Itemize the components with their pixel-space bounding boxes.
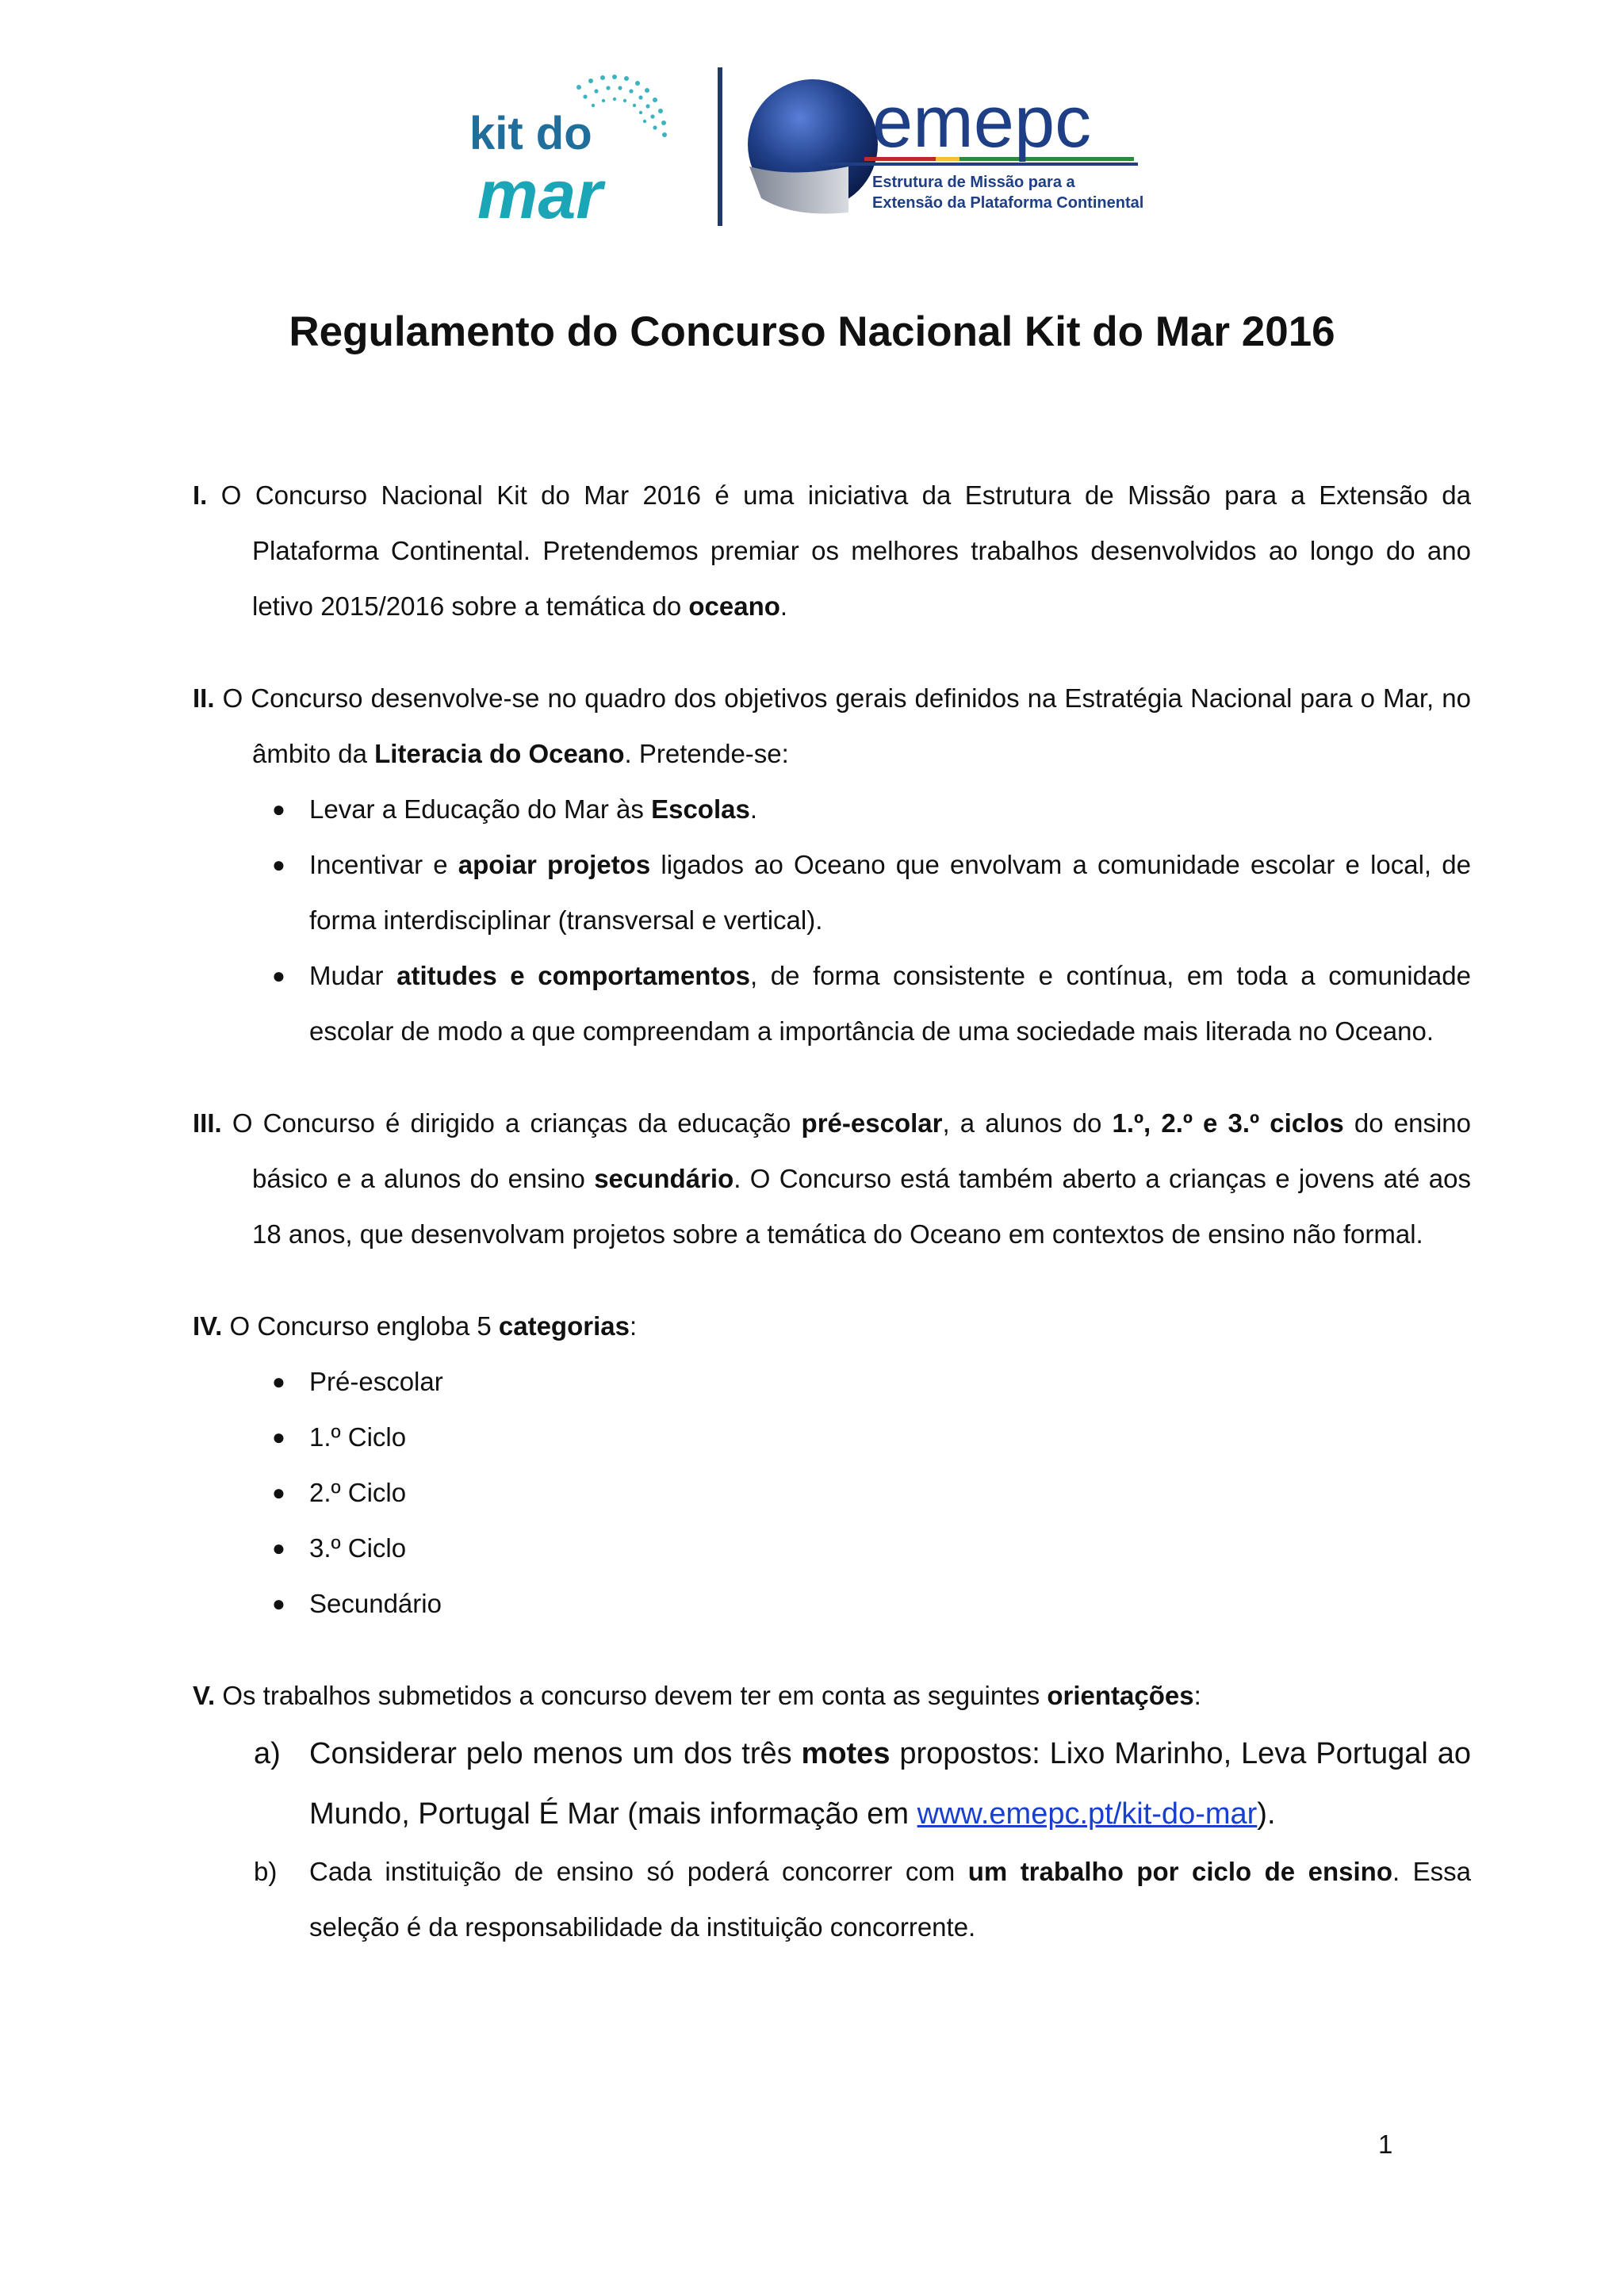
list-marker: a)	[254, 1737, 281, 1770]
text: :	[1193, 1681, 1201, 1710]
list-marker: b)	[254, 1857, 278, 1886]
bold-text: oceano	[688, 591, 780, 621]
section-i-text	[193, 468, 1471, 634]
bullet-icon: ●	[272, 1591, 285, 1616]
emepc-logo	[745, 71, 1158, 222]
text: O Concurso Nacional Kit do Mar 2016 é uma iniciativa da Estrutura de Missão para a Extensão da Plataforma Continental. Pretendemos premiar os melhores trabalhos desenvolvidos ao longo do ano letivo 2015/2016 sobre a temática do	[207, 480, 1471, 621]
bold-text: apoiar projetos	[458, 850, 651, 879]
category-label: 2.º Ciclo	[309, 1478, 407, 1507]
section-number: III.	[193, 1108, 222, 1138]
kit-do-mar-link[interactable]: www.emepc.pt/kit-do-mar	[917, 1797, 1258, 1831]
page-title: Regulamento do Concurso Nacional Kit do Mar 2016	[289, 308, 1335, 355]
bullet-icon: ●	[272, 1369, 285, 1394]
category-label: 1.º Ciclo	[309, 1422, 407, 1452]
section-ii-text	[193, 671, 1471, 782]
text: ligados ao Oceano que envolvam a comunidade escolar e local, de forma interdisciplinar (transversal e vertical).	[309, 850, 1471, 935]
text: Incentivar e	[309, 850, 458, 879]
text: . Essa seleção é da responsabilidade da instituição concorrente.	[309, 1857, 1472, 1942]
text: Considerar pelo menos um dos três	[309, 1737, 802, 1770]
bold-text: secundário	[594, 1164, 734, 1193]
bold-text: um trabalho por ciclo de ensino	[967, 1857, 1392, 1886]
text: :	[629, 1311, 638, 1341]
text: .	[749, 794, 758, 824]
list-item	[272, 1410, 1471, 1465]
text: propostos: Lixo Marinho, Leva Portugal ao Mundo, Portugal É Mar (mais informação em	[309, 1737, 1472, 1831]
text: , de forma consistente e contínua, em toda a comunidade escolar de modo a que compreendam a importância de uma sociedade mais literada no Oceano.	[309, 961, 1471, 1046]
section-i	[193, 468, 1471, 634]
section-number: II.	[193, 683, 215, 713]
categories-list	[193, 1354, 1471, 1632]
emepc-subtitle-line1: Estrutura de Missão para a	[872, 174, 1075, 191]
bold-text: pré-escolar	[801, 1108, 943, 1138]
text: , a alunos do	[942, 1108, 1113, 1138]
bold-text: motes	[801, 1737, 891, 1770]
section-iii	[193, 1096, 1471, 1262]
section-v-text	[193, 1668, 1471, 1724]
bullet-icon: ●	[272, 797, 285, 821]
list-item	[272, 1465, 1471, 1521]
bold-text: atitudes e comportamentos	[396, 961, 750, 990]
list-item	[272, 948, 1471, 1059]
bullet-icon: ●	[272, 963, 285, 988]
section-number: V.	[193, 1681, 216, 1710]
guidelines-list	[193, 1724, 1471, 1955]
text: O Concurso é dirigido a crianças da educação	[221, 1108, 802, 1138]
list-item	[254, 1724, 1472, 1844]
list-item	[272, 1521, 1471, 1576]
section-iv	[193, 1299, 1471, 1632]
bold-text: categorias	[498, 1311, 630, 1341]
section-iv-text	[193, 1299, 1471, 1354]
bullet-icon: ●	[272, 1536, 285, 1560]
list-item	[272, 1576, 1471, 1632]
section-number: IV.	[193, 1311, 223, 1341]
document-body	[193, 468, 1471, 1992]
page-number: 1	[1378, 2130, 1393, 2159]
emepc-wordmark: emepc	[872, 82, 1092, 163]
category-label: 3.º Ciclo	[309, 1533, 407, 1563]
text: Mudar	[309, 961, 397, 990]
section-iii-text	[193, 1096, 1471, 1262]
bullet-icon: ●	[272, 1480, 285, 1505]
category-label: Pré-escolar	[309, 1367, 443, 1396]
bold-text: Escolas	[651, 794, 750, 824]
objectives-list	[193, 782, 1471, 1059]
text: Cada instituição de ensino só poderá concorrer com	[309, 1857, 968, 1886]
text: O Concurso desenvolve-se no quadro dos objetivos gerais definidos na Estratégia Nacional para o Mar, no âmbito da	[214, 683, 1471, 768]
list-item	[272, 782, 1471, 837]
header-logos	[460, 63, 1174, 234]
list-item	[272, 837, 1471, 948]
text: do ensino básico e a alunos do ensino	[252, 1108, 1471, 1193]
text: Os trabalhos submetidos a concurso devem ter em conta as seguintes	[215, 1681, 1048, 1710]
text: O Concurso engloba 5	[222, 1311, 499, 1341]
section-v	[193, 1668, 1471, 1955]
bullet-icon: ●	[272, 1425, 285, 1449]
section-number: I.	[193, 480, 208, 510]
list-item	[254, 1844, 1472, 1955]
category-label: Secundário	[309, 1589, 442, 1618]
bold-text: Literacia do Oceano	[374, 739, 625, 768]
kit-logo-text-line1: kit do	[469, 108, 592, 159]
kit-logo-text-line2: mar	[477, 157, 603, 233]
logo-divider	[718, 67, 722, 226]
section-ii	[193, 671, 1471, 1059]
bold-text: orientações	[1047, 1681, 1194, 1710]
bold-text: 1.º, 2.º e 3.º ciclos	[1112, 1108, 1344, 1138]
emepc-subtitle-line2: Extensão da Plataforma Continental	[872, 194, 1144, 212]
text: Levar a Educação do Mar às	[309, 794, 652, 824]
text: ).	[1257, 1797, 1276, 1831]
text: .	[779, 591, 788, 621]
kit-do-mar-logo	[460, 63, 690, 234]
text: . O Concurso está também aberto a crianças e jovens até aos 18 anos, que desenvolvam projetos sobre a temática do Oceano em contextos de ensino não formal.	[252, 1164, 1471, 1249]
bullet-icon: ●	[272, 852, 285, 877]
text: . Pretende-se:	[624, 739, 789, 768]
list-item	[272, 1354, 1471, 1410]
